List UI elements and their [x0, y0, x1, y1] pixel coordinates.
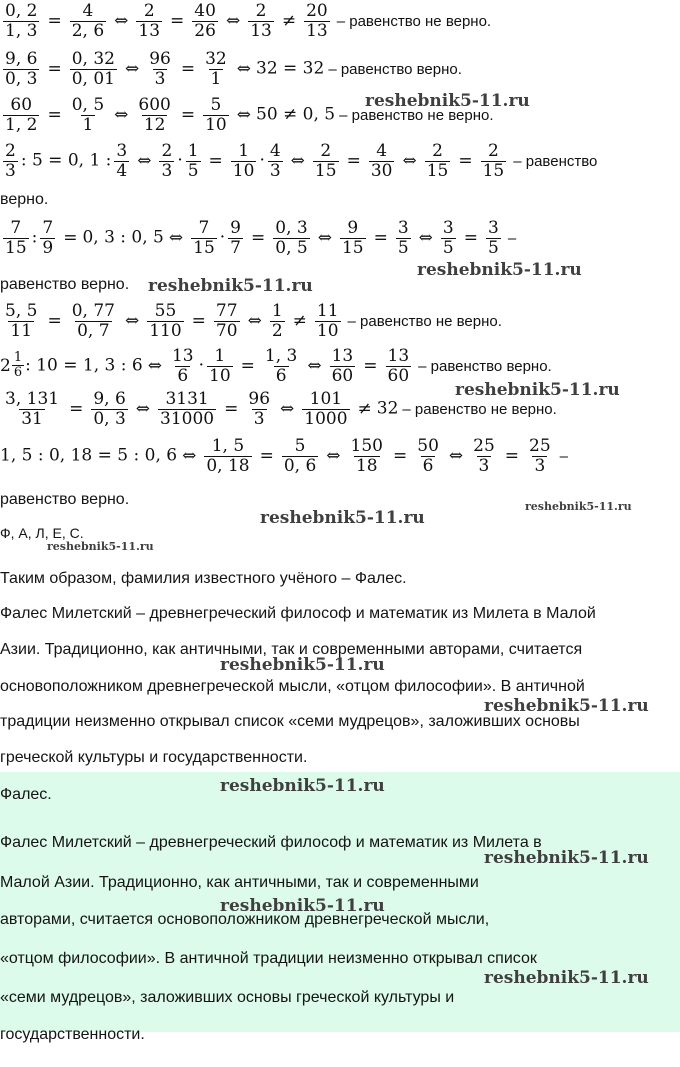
fraction: $\frac{1}{10}$	[209, 346, 231, 386]
verdict-text: – равенство	[513, 152, 598, 170]
bio-line: основоположником древнегреческой мысли, «отцом философии». В античной	[0, 678, 585, 695]
watermark: reshebnik5-11.ru	[365, 91, 530, 111]
fraction: $\frac{2}{3}$	[5, 141, 16, 181]
verdict-text: – равенство не верно.	[336, 12, 492, 30]
bio-line: греческой культуры и государственности.	[0, 749, 308, 766]
solution-line-1	[0, 0, 491, 45]
conclusion-text: Таким образом, фамилия известного учёного – Фалес.	[0, 570, 407, 587]
fraction: $\frac{9, 6}{0, 3}$	[93, 389, 126, 429]
math-expression: $\frac{0, 2}{1, 3}$ = $\frac{4}{2, 6}$ ⇔ $\frac{2}{13}$ = $\frac{40}{26}$ ⇔ $\frac{2}{13}$ ≠ $\frac{20}{13}$	[5, 1, 328, 41]
fraction: $\frac{5, 5}{11}$	[5, 301, 38, 341]
fraction: $\frac{2}{13}$	[138, 1, 161, 41]
math-expression: $\frac{7}{15}$ : $\frac{7}{9}$ = 0, 3 : 0, 5 ⇔ $\frac{7}{15}$ · $\frac{9}{7}$ = $\frac{0, 3}{0, 5}$ ⇔ $\frac{9}{15}$ = $\frac{3}{5}$ ⇔ $\frac{3}{5}$ = $\frac{3}{5}$	[5, 218, 499, 258]
fraction: $\frac{20}{13}$	[306, 1, 328, 41]
letters-result: Ф, А, Л, Е, С.	[0, 525, 84, 541]
answer-line: Малой Азии. Традиционно, как античными, так и современными	[0, 874, 479, 891]
fraction: $\frac{2}{13}$	[250, 1, 272, 41]
watermark: reshebnik5-11.ru	[260, 508, 425, 528]
fraction: $\frac{9}{7}$	[230, 218, 241, 258]
solution-line-9	[0, 432, 568, 480]
fraction: $\frac{2}{15}$	[314, 141, 337, 181]
watermark: reshebnik5-11.ru	[220, 655, 385, 675]
fraction: $\frac{0, 77}{0, 7}$	[71, 301, 115, 341]
fraction: $\frac{1}{5}$	[187, 141, 199, 181]
answer-line: государственности.	[0, 1026, 145, 1043]
watermark: reshebnik5-11.ru	[47, 540, 154, 553]
watermark: reshebnik5-11.ru	[484, 848, 649, 868]
answer-line: «семи мудрецов», заложивших основы греческой культуры и	[0, 989, 455, 1006]
fraction: $\frac{1}{2}$	[271, 301, 283, 341]
fraction: $\frac{0, 32}{0, 01}$	[71, 49, 115, 89]
fraction: $\frac{1, 3}{6}$	[264, 346, 298, 386]
fraction: $\frac{11}{10}$	[316, 301, 339, 341]
continuation-text: равенство верно.	[0, 276, 130, 293]
fraction: $\frac{13}{60}$	[331, 346, 354, 386]
fraction: $\frac{0, 2}{1, 3}$	[5, 1, 38, 41]
verdict-text: – равенство не верно.	[339, 106, 494, 124]
bio-line: Азии. Традиционно, как античными, так и современными авторами, считается	[0, 641, 583, 658]
fraction: $\frac{9, 6}{0, 3}$	[5, 49, 38, 89]
fraction: $\frac{50}{6}$	[417, 436, 439, 476]
fraction: $\frac{13}{60}$	[387, 346, 410, 386]
watermark: reshebnik5-11.ru	[220, 776, 385, 796]
answer-title: Фалес.	[0, 786, 52, 803]
fraction: $\frac{96}{3}$	[248, 389, 271, 429]
watermark: reshebnik5-11.ru	[220, 896, 385, 916]
solution-line-6	[0, 297, 502, 345]
fraction: $\frac{7}{15}$	[5, 218, 27, 258]
watermark: reshebnik5-11.ru	[484, 968, 649, 988]
watermark: reshebnik5-11.ru	[148, 276, 313, 296]
fraction: $\frac{2}{15}$	[426, 141, 449, 181]
fraction: $\frac{5}{0, 6}$	[283, 436, 317, 476]
fraction: $\frac{32}{1}$	[205, 49, 227, 89]
solution-line-4	[0, 137, 597, 185]
fraction: $\frac{2}{3}$	[161, 141, 173, 181]
fraction: $\frac{77}{70}$	[215, 301, 238, 341]
solution-line-2	[0, 45, 462, 93]
math-expression: 1, 5 : 0, 18 = 5 : 0, 6 ⇔ $\frac{1, 5}{0, 18}$ = $\frac{5}{0, 6}$ ⇔ $\frac{150}{18}$ = $\frac{50}{6}$ ⇔ $\frac{25}{3}$ = $\frac{25}{3}$	[0, 436, 551, 476]
fraction: $\frac{5}{10}$	[205, 95, 227, 135]
fraction: $\frac{1}{6}$	[13, 349, 23, 380]
watermark: reshebnik5-11.ru	[455, 380, 620, 400]
watermark: reshebnik5-11.ru	[525, 500, 632, 513]
verdict-text: –	[507, 229, 517, 247]
math-expression: $\frac{60}{1, 2}$ = $\frac{0, 5}{1}$ ⇔ $\frac{600}{12}$ = $\frac{5}{10}$ ⇔ 50 ≠ 0, 5	[5, 95, 336, 135]
fraction: $\frac{1, 5}{0, 18}$	[206, 436, 250, 476]
fraction: $\frac{25}{3}$	[473, 436, 495, 476]
bio-line: Фалес Милетский – древнегреческий философ и математик из Милета в Малой	[0, 605, 596, 622]
fraction: $\frac{4}{30}$	[370, 141, 393, 181]
fraction: $\frac{7}{9}$	[42, 218, 54, 258]
answer-line: авторами, считается основоположником древнегреческой мысли,	[0, 911, 490, 928]
fraction: $\frac{3}{4}$	[116, 141, 128, 181]
solution-line-5	[0, 214, 516, 262]
fraction: $\frac{25}{3}$	[529, 436, 551, 476]
math-expression: $\frac{5, 5}{11}$ = $\frac{0, 77}{0, 7}$ ⇔ $\frac{55}{110}$ = $\frac{77}{70}$ ⇔ $\frac{1}{2}$ ≠ $\frac{11}{10}$	[5, 301, 339, 341]
verdict-text: – равенство не верно.	[402, 400, 557, 418]
fraction: $\frac{600}{12}$	[138, 95, 171, 135]
fraction: $\frac{3}{5}$	[442, 218, 454, 258]
verdict-text: – равенство не верно.	[347, 312, 502, 330]
continuation-text: равенство верно.	[0, 491, 130, 508]
fraction: $\frac{4}{3}$	[269, 141, 281, 181]
fraction: $\frac{0, 3}{0, 5}$	[275, 218, 308, 258]
fraction: $\frac{40}{26}$	[194, 1, 216, 41]
fraction: $\frac{1}{10}$	[232, 141, 255, 181]
fraction: $\frac{3, 131}{31}$	[5, 389, 60, 429]
fraction: $\frac{0, 5}{1}$	[71, 95, 105, 135]
fraction: $\frac{2}{15}$	[482, 141, 505, 181]
watermark: reshebnik5-11.ru	[417, 260, 582, 280]
watermark: reshebnik5-11.ru	[484, 696, 649, 716]
fraction: $\frac{101}{1000}$	[304, 389, 348, 429]
fraction: $\frac{3131}{31000}$	[160, 389, 215, 429]
verdict-text: –	[559, 447, 569, 465]
fraction: $\frac{55}{110}$	[149, 301, 182, 341]
verdict-text: – равенство верно.	[328, 60, 462, 78]
math-expression: $\frac{3, 131}{31}$ = $\frac{9, 6}{0, 3}$ ⇔ $\frac{3131}{31000}$ = $\frac{96}{3}$ ⇔ $\frac{101}{1000}$ ≠ 32	[5, 389, 399, 429]
math-expression: 2 $\frac{1}{6}$ : 10 = 1, 3 : 6 ⇔ $\frac{13}{6}$ · $\frac{1}{10}$ = $\frac{1, 3}{6}$ ⇔ $\frac{13}{60}$ = $\frac{13}{60}$	[0, 346, 410, 386]
fraction: $\frac{3}{5}$	[488, 218, 499, 258]
answer-line: «отцом философии». В античной традиции неизменно открывал список	[0, 950, 537, 967]
fraction: $\frac{7}{15}$	[193, 218, 215, 258]
bio-line: традиции неизменно открывал список «семи мудрецов», заложивших основы	[0, 713, 580, 730]
fraction: $\frac{150}{18}$	[350, 436, 383, 476]
fraction: $\frac{4}{2, 6}$	[71, 1, 105, 41]
fraction: $\frac{13}{6}$	[171, 346, 194, 386]
fraction: $\frac{60}{1, 2}$	[5, 95, 38, 135]
math-expression: $\frac{2}{3}$ : 5 = 0, 1 : $\frac{3}{4}$ ⇔ $\frac{2}{3}$ · $\frac{1}{5}$ = $\frac{1}{10}$ · $\frac{4}{3}$ ⇔ $\frac{2}{15}$ = $\frac{4}{30}$ ⇔ $\frac{2}{15}$ = $\frac{2}{15}$	[5, 141, 505, 181]
fraction: $\frac{9}{15}$	[341, 218, 364, 258]
fraction: $\frac{96}{3}$	[149, 49, 171, 89]
fraction: $\frac{3}{5}$	[397, 218, 409, 258]
verdict-text: – равенство верно.	[418, 357, 552, 375]
math-expression: $\frac{9, 6}{0, 3}$ = $\frac{0, 32}{0, 01}$ ⇔ $\frac{96}{3}$ = $\frac{32}{1}$ ⇔ 32 = 32	[5, 49, 325, 89]
continuation-text: верно.	[0, 191, 49, 208]
answer-line: Фалес Милетский – древнегреческий философ и математик из Милета в	[0, 834, 542, 851]
